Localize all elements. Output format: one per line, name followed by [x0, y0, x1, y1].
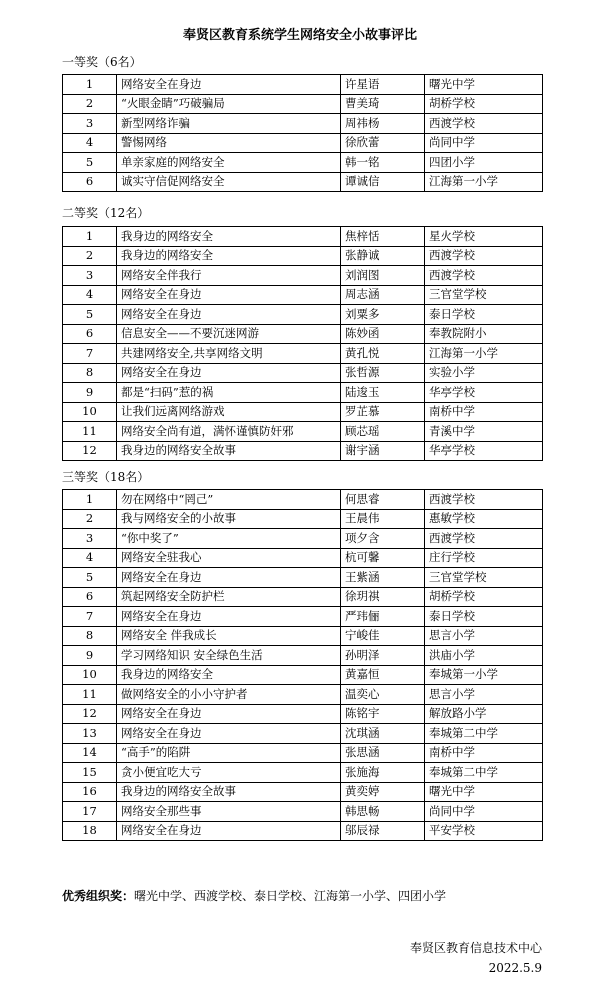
table-row — [63, 685, 543, 705]
row-number: 7 — [63, 607, 117, 627]
story-title: 网络安全在身边 — [117, 821, 341, 841]
table-row — [63, 665, 543, 685]
student-name: 徐欣蕾 — [341, 133, 425, 153]
story-title: 网络安全那些事 — [117, 802, 341, 822]
table-row — [63, 75, 543, 95]
story-title: 诚实守信促网络安全 — [117, 172, 341, 192]
row-number: 12 — [63, 441, 117, 461]
story-title: “高手”的陷阱 — [117, 743, 341, 763]
school-name: 泰日学校 — [425, 607, 543, 627]
table-row — [63, 743, 543, 763]
student-name: 刘润图 — [341, 266, 425, 286]
row-number: 3 — [63, 266, 117, 286]
student-name: 温奕心 — [341, 685, 425, 705]
row-number: 5 — [63, 305, 117, 325]
school-name: 惠敏学校 — [425, 509, 543, 529]
student-name: 黄嘉恒 — [341, 665, 425, 685]
student-name: 周志涵 — [341, 285, 425, 305]
school-name: 四团小学 — [425, 153, 543, 173]
story-title: 信息安全——不要沉迷网游 — [117, 324, 341, 344]
school-name: 奉城第二中学 — [425, 763, 543, 783]
row-number: 5 — [63, 568, 117, 588]
table-row — [63, 305, 543, 325]
school-name: 星火学校 — [425, 227, 543, 247]
student-name: 严玮俪 — [341, 607, 425, 627]
row-number: 14 — [63, 743, 117, 763]
story-title: 贪小便宜吃大亏 — [117, 763, 341, 783]
school-name: 华亭学校 — [425, 441, 543, 461]
table-row — [63, 509, 543, 529]
issue-date: 2022.5.9 — [488, 961, 542, 975]
row-number: 2 — [63, 246, 117, 266]
table-row — [63, 363, 543, 383]
student-name: 邬辰禄 — [341, 821, 425, 841]
school-name: 尚同中学 — [425, 133, 543, 153]
row-number: 16 — [63, 782, 117, 802]
student-name: 宁峻佳 — [341, 626, 425, 646]
table-row — [63, 441, 543, 461]
story-title: “火眼金睛”巧破骗局 — [117, 94, 341, 114]
row-number: 1 — [63, 490, 117, 510]
student-name: 罗芷慕 — [341, 402, 425, 422]
school-name: 南桥中学 — [425, 402, 543, 422]
organization-award-label: 优秀组织奖： — [62, 889, 135, 903]
table-row — [63, 646, 543, 666]
row-number: 2 — [63, 94, 117, 114]
row-number: 1 — [63, 75, 117, 95]
story-title: 让我们远离网络游戏 — [117, 402, 341, 422]
first-prize-heading: 一等奖（6名） — [62, 55, 142, 69]
table-row — [63, 172, 543, 192]
story-title: 网络安全在身边 — [117, 285, 341, 305]
student-name: 许星语 — [341, 75, 425, 95]
third-prize-table — [62, 489, 543, 841]
row-number: 6 — [63, 172, 117, 192]
story-title: 共建网络安全,共享网络文明 — [117, 344, 341, 364]
student-name: 张静诚 — [341, 246, 425, 266]
student-name: 王紫涵 — [341, 568, 425, 588]
student-name: 杭可馨 — [341, 548, 425, 568]
row-number: 10 — [63, 402, 117, 422]
table-row — [63, 724, 543, 744]
row-number: 12 — [63, 704, 117, 724]
student-name: 刘粟多 — [341, 305, 425, 325]
school-name: 三官堂学校 — [425, 285, 543, 305]
row-number: 8 — [63, 363, 117, 383]
table-row — [63, 266, 543, 286]
school-name: 三官堂学校 — [425, 568, 543, 588]
student-name: 陈铭宇 — [341, 704, 425, 724]
student-name: 韩一铭 — [341, 153, 425, 173]
row-number: 9 — [63, 646, 117, 666]
school-name: 西渡学校 — [425, 529, 543, 549]
table-row — [63, 626, 543, 646]
student-name: 沈琪涵 — [341, 724, 425, 744]
row-number: 4 — [63, 285, 117, 305]
story-title: 勿在网络中“罔己” — [117, 490, 341, 510]
story-title: 我身边的网络安全 — [117, 227, 341, 247]
student-name: 焦梓恬 — [341, 227, 425, 247]
school-name: 西渡学校 — [425, 114, 543, 134]
row-number: 17 — [63, 802, 117, 822]
student-name: 顾芯瑶 — [341, 422, 425, 442]
school-name: 奉城第一小学 — [425, 665, 543, 685]
row-number: 18 — [63, 821, 117, 841]
school-name: 西渡学校 — [425, 246, 543, 266]
table-row — [63, 568, 543, 588]
table-row — [63, 324, 543, 344]
school-name: 曙光中学 — [425, 782, 543, 802]
school-name: 泰日学校 — [425, 305, 543, 325]
story-title: “你中奖了” — [117, 529, 341, 549]
table-row — [63, 344, 543, 364]
table-row — [63, 490, 543, 510]
story-title: 网络安全尚有道，满怀谨慎防奸邪 — [117, 422, 341, 442]
story-title: 我与网络安全的小故事 — [117, 509, 341, 529]
school-name: 江海第一小学 — [425, 172, 543, 192]
student-name: 韩思畅 — [341, 802, 425, 822]
row-number: 4 — [63, 548, 117, 568]
table-row — [63, 153, 543, 173]
story-title: 网络安全在身边 — [117, 568, 341, 588]
school-name: 平安学校 — [425, 821, 543, 841]
story-title: 筑起网络安全防护栏 — [117, 587, 341, 607]
student-name: 黄孔悦 — [341, 344, 425, 364]
row-number: 11 — [63, 422, 117, 442]
row-number: 6 — [63, 587, 117, 607]
table-row — [63, 548, 543, 568]
first-prize-table — [62, 74, 543, 192]
issuer: 奉贤区教育信息技术中心 — [409, 941, 542, 955]
row-number: 5 — [63, 153, 117, 173]
student-name: 谭诚信 — [341, 172, 425, 192]
school-name: 胡桥学校 — [425, 587, 543, 607]
student-name: 周祎杨 — [341, 114, 425, 134]
story-title: 网络安全在身边 — [117, 724, 341, 744]
table-row — [63, 422, 543, 442]
school-name: 曙光中学 — [425, 75, 543, 95]
table-row — [63, 402, 543, 422]
organization-award-list: 曙光中学、西渡学校、泰日学校、江海第一小学、四团小学 — [134, 889, 447, 903]
school-name: 尚同中学 — [425, 802, 543, 822]
student-name: 王晨伟 — [341, 509, 425, 529]
school-name: 南桥中学 — [425, 743, 543, 763]
row-number: 6 — [63, 324, 117, 344]
story-title: 学习网络知识 安全绿色生活 — [117, 646, 341, 666]
story-title: 新型网络诈骗 — [117, 114, 341, 134]
student-name: 张哲源 — [341, 363, 425, 383]
row-number: 3 — [63, 114, 117, 134]
student-name: 项夕含 — [341, 529, 425, 549]
row-number: 11 — [63, 685, 117, 705]
story-title: 网络安全在身边 — [117, 363, 341, 383]
student-name: 谢宇涵 — [341, 441, 425, 461]
table-row — [63, 246, 543, 266]
third-prize-heading: 三等奖（18名） — [62, 470, 150, 484]
row-number: 1 — [63, 227, 117, 247]
story-title: 我身边的网络安全 — [117, 665, 341, 685]
story-title: 我身边的网络安全 — [117, 246, 341, 266]
row-number: 2 — [63, 509, 117, 529]
school-name: 洪庙小学 — [425, 646, 543, 666]
table-row — [63, 383, 543, 403]
row-number: 15 — [63, 763, 117, 783]
student-name: 孙明泽 — [341, 646, 425, 666]
organization-award — [62, 887, 446, 904]
table-row — [63, 782, 543, 802]
student-name: 张施海 — [341, 763, 425, 783]
table-row — [63, 587, 543, 607]
story-title: 都是“扫码”惹的祸 — [117, 383, 341, 403]
story-title: 网络安全在身边 — [117, 607, 341, 627]
table-row — [63, 94, 543, 114]
story-title: 做网络安全的小小守护者 — [117, 685, 341, 705]
school-name: 江海第一小学 — [425, 344, 543, 364]
row-number: 10 — [63, 665, 117, 685]
table-row — [63, 114, 543, 134]
table-row — [63, 133, 543, 153]
school-name: 庄行学校 — [425, 548, 543, 568]
school-name: 实验小学 — [425, 363, 543, 383]
second-prize-table — [62, 226, 543, 461]
table-row — [63, 529, 543, 549]
row-number: 4 — [63, 133, 117, 153]
page-title: 奉贤区教育系统学生网络安全小故事评比 — [182, 28, 417, 43]
second-prize-heading: 二等奖（12名） — [62, 206, 150, 220]
story-title: 网络安全伴我行 — [117, 266, 341, 286]
row-number: 8 — [63, 626, 117, 646]
student-name: 陆逡玉 — [341, 383, 425, 403]
story-title: 我身边的网络安全故事 — [117, 441, 341, 461]
student-name: 徐玥祺 — [341, 587, 425, 607]
student-name: 张思涵 — [341, 743, 425, 763]
story-title: 单亲家庭的网络安全 — [117, 153, 341, 173]
student-name: 陈妙函 — [341, 324, 425, 344]
row-number: 9 — [63, 383, 117, 403]
table-row — [63, 763, 543, 783]
student-name: 曹美琦 — [341, 94, 425, 114]
school-name: 奉城第二中学 — [425, 724, 543, 744]
story-title: 网络安全驻我心 — [117, 548, 341, 568]
school-name: 思言小学 — [425, 626, 543, 646]
school-name: 华亭学校 — [425, 383, 543, 403]
table-row — [63, 704, 543, 724]
student-name: 何思睿 — [341, 490, 425, 510]
row-number: 13 — [63, 724, 117, 744]
school-name: 青溪中学 — [425, 422, 543, 442]
school-name: 西渡学校 — [425, 490, 543, 510]
school-name: 解放路小学 — [425, 704, 543, 724]
table-row — [63, 802, 543, 822]
school-name: 西渡学校 — [425, 266, 543, 286]
school-name: 胡桥学校 — [425, 94, 543, 114]
story-title: 警惕网络 — [117, 133, 341, 153]
row-number: 3 — [63, 529, 117, 549]
story-title: 网络安全在身边 — [117, 305, 341, 325]
school-name: 思言小学 — [425, 685, 543, 705]
table-row — [63, 285, 543, 305]
student-name: 黄奕婷 — [341, 782, 425, 802]
story-title: 网络安全在身边 — [117, 75, 341, 95]
row-number: 7 — [63, 344, 117, 364]
table-row — [63, 821, 543, 841]
story-title: 网络安全在身边 — [117, 704, 341, 724]
story-title: 我身边的网络安全故事 — [117, 782, 341, 802]
story-title: 网络安全 伴我成长 — [117, 626, 341, 646]
table-row — [63, 607, 543, 627]
school-name: 奉教院附小 — [425, 324, 543, 344]
table-row — [63, 227, 543, 247]
